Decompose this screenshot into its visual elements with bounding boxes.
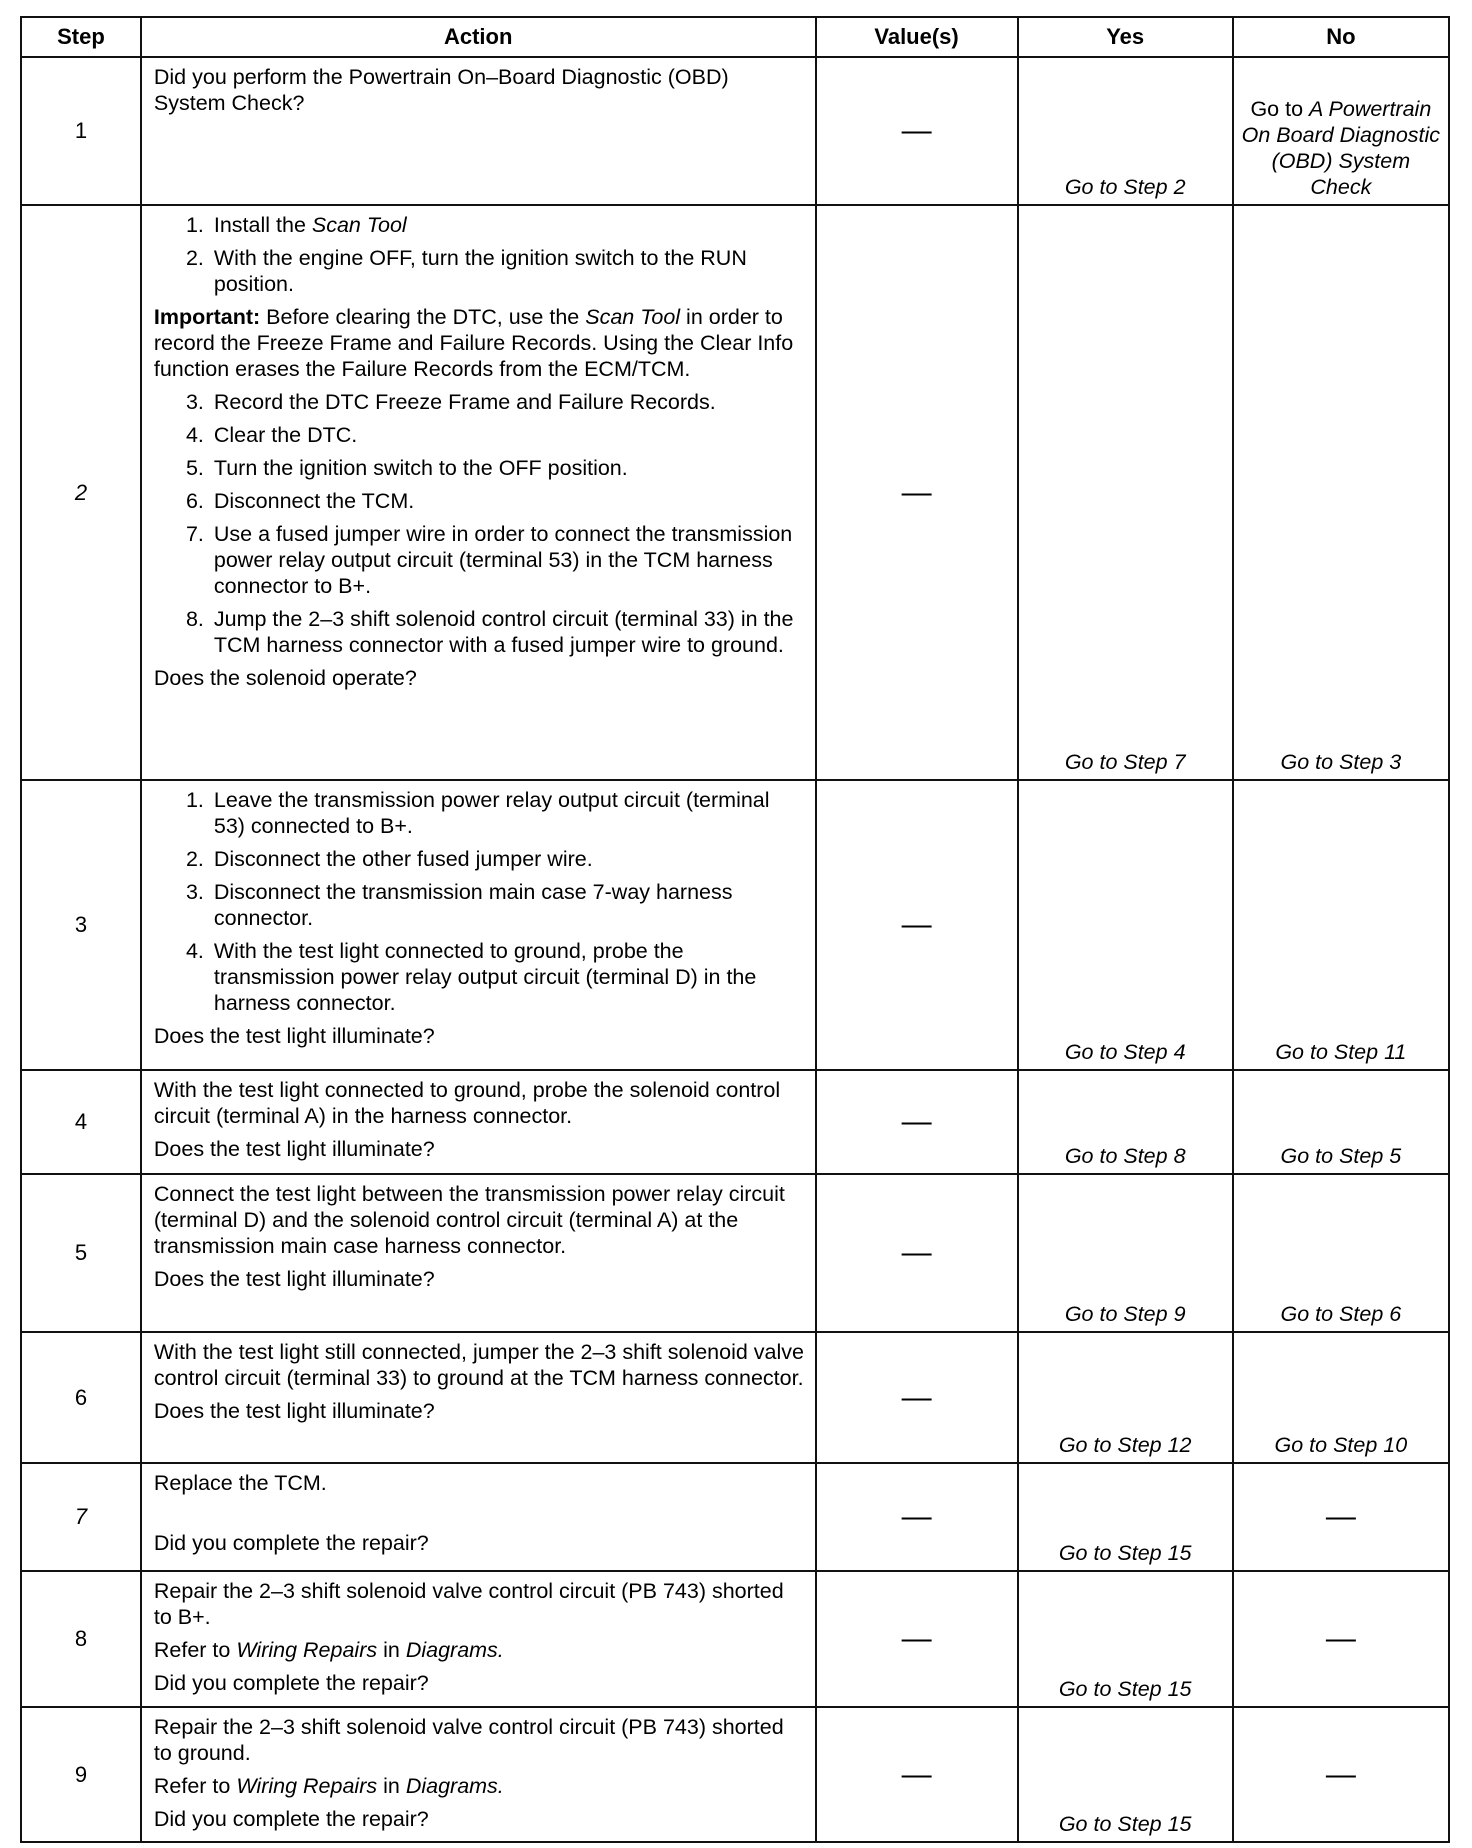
no-cell: — bbox=[1233, 1571, 1449, 1707]
list-item bbox=[210, 212, 805, 238]
action-cell bbox=[141, 1571, 816, 1707]
no-cell: Go to Step 3 bbox=[1233, 205, 1449, 780]
important-text: Before clearing the DTC, use the bbox=[260, 305, 586, 329]
important-note bbox=[154, 304, 805, 382]
table-row bbox=[21, 1332, 1449, 1463]
wiring-repairs-link[interactable]: Wiring Repairs bbox=[236, 1774, 378, 1798]
action-cell bbox=[141, 1174, 816, 1332]
value-cell: — bbox=[816, 1707, 1018, 1842]
diagrams-link[interactable]: Diagrams. bbox=[405, 1638, 504, 1662]
important-label: Important: bbox=[153, 305, 261, 329]
step-number: 7 bbox=[21, 1463, 141, 1571]
no-cell: — bbox=[1233, 1463, 1449, 1571]
table-row bbox=[21, 1174, 1449, 1332]
instruction-list bbox=[154, 212, 805, 297]
table-row bbox=[21, 57, 1449, 205]
step-number: 3 bbox=[21, 780, 141, 1070]
instruction-list bbox=[154, 787, 805, 1016]
list-item: 7. Use a fused jumper wire in order to connect the transmission power relay output circuit (terminal 53) in the TCM harness connector to B+. bbox=[210, 521, 805, 599]
question-text: Does the test light illuminate? bbox=[153, 1024, 435, 1048]
step-number: 5 bbox=[21, 1174, 141, 1332]
no-cell: Go to Step 6 bbox=[1233, 1174, 1449, 1332]
action-cell bbox=[141, 57, 816, 205]
value-cell: — bbox=[816, 1571, 1018, 1707]
no-link[interactable]: A Powertrain On Board Diagnostic (OBD) System Check bbox=[1241, 97, 1441, 199]
list-item: 4. With the test light connected to ground, probe the transmission power relay output circuit (terminal D) in the harness connector. bbox=[210, 938, 805, 1016]
yes-cell: Go to Step 8 bbox=[1018, 1070, 1233, 1174]
value-cell: — bbox=[816, 1070, 1018, 1174]
header-row bbox=[21, 17, 1449, 57]
instruction-list bbox=[154, 389, 805, 658]
action-text: Replace the TCM. bbox=[153, 1471, 327, 1495]
value-cell: — bbox=[816, 780, 1018, 1070]
list-item: 1. Leave the transmission power relay output circuit (terminal 53) connected to B+. bbox=[210, 787, 805, 839]
refer-text: Refer to Wiring Repairs in Diagrams. bbox=[153, 1638, 504, 1662]
value-cell: — bbox=[816, 1174, 1018, 1332]
header-values: Value(s) bbox=[816, 17, 1018, 57]
step-number: 6 bbox=[21, 1332, 141, 1463]
step-number: 2 bbox=[21, 205, 141, 780]
no-cell: — bbox=[1233, 1707, 1449, 1842]
table-row bbox=[21, 1707, 1449, 1842]
action-text: Connect the test light between the transmission power relay circuit (terminal D) and the solenoid control circuit (terminal A) at the transmission main case harness connector. bbox=[153, 1182, 785, 1258]
step-number: 1 bbox=[21, 57, 141, 205]
list-item: 5. Turn the ignition switch to the OFF position. bbox=[210, 455, 805, 481]
value-cell: — bbox=[816, 1332, 1018, 1463]
diagnostic-table bbox=[20, 16, 1450, 1843]
action-text: Did you perform the Powertrain On–Board Diagnostic (OBD) System Check? bbox=[153, 65, 729, 115]
diagrams-link[interactable]: Diagrams. bbox=[405, 1774, 504, 1798]
action-cell bbox=[141, 780, 816, 1070]
diagnostic-table-wrapper bbox=[20, 16, 1450, 1843]
refer-text: Refer to Wiring Repairs in Diagrams. bbox=[153, 1774, 504, 1798]
value-cell: — bbox=[816, 57, 1018, 205]
yes-cell: Go to Step 7 bbox=[1018, 205, 1233, 780]
question-text: Did you complete the repair? bbox=[153, 1671, 429, 1695]
table-row bbox=[21, 780, 1449, 1070]
question-text: Does the test light illuminate? bbox=[153, 1137, 435, 1161]
no-prefix: Go to bbox=[1250, 97, 1309, 121]
header-no: No bbox=[1233, 17, 1449, 57]
header-action: Action bbox=[141, 17, 816, 57]
action-text: With the test light still connected, jumper the 2–3 shift solenoid valve control circuit (terminal 33) to ground at the TCM harness connector. bbox=[153, 1340, 804, 1390]
table-row bbox=[21, 1571, 1449, 1707]
no-cell bbox=[1233, 57, 1449, 205]
yes-cell: Go to Step 4 bbox=[1018, 780, 1233, 1070]
list-item: 4. Clear the DTC. bbox=[210, 422, 805, 448]
important-text: in order to record the Freeze Frame and Failure Records. Using the Clear Info function erases the Failure Records from the ECM/TCM. bbox=[153, 305, 794, 381]
step-number: 4 bbox=[21, 1070, 141, 1174]
table-row bbox=[21, 205, 1449, 780]
yes-cell: Go to Step 9 bbox=[1018, 1174, 1233, 1332]
question-text: Does the test light illuminate? bbox=[153, 1267, 435, 1291]
action-cell bbox=[141, 1070, 816, 1174]
action-cell bbox=[141, 1332, 816, 1463]
action-text: With the test light connected to ground, probe the solenoid control circuit (terminal A) in the harness connector. bbox=[153, 1078, 781, 1128]
step-number: 9 bbox=[21, 1707, 141, 1842]
list-item: 3. Record the DTC Freeze Frame and Failure Records. bbox=[210, 389, 805, 415]
action-cell bbox=[141, 1707, 816, 1842]
yes-cell: Go to Step 15 bbox=[1018, 1707, 1233, 1842]
scan-tool-term: Scan Tool bbox=[311, 213, 407, 237]
no-cell: Go to Step 5 bbox=[1233, 1070, 1449, 1174]
header-yes: Yes bbox=[1018, 17, 1233, 57]
yes-cell: Go to Step 2 bbox=[1018, 57, 1233, 205]
question-text: Did you complete the repair? bbox=[153, 1807, 429, 1831]
yes-cell: Go to Step 15 bbox=[1018, 1571, 1233, 1707]
table-row bbox=[21, 1070, 1449, 1174]
table-row bbox=[21, 1463, 1449, 1571]
action-text: Repair the 2–3 shift solenoid valve control circuit (PB 743) shorted to B+. bbox=[153, 1579, 784, 1629]
scan-tool-term: Scan Tool bbox=[585, 305, 681, 329]
value-cell: — bbox=[816, 205, 1018, 780]
list-item: 2. Disconnect the other fused jumper wire. bbox=[210, 846, 805, 872]
wiring-repairs-link[interactable]: Wiring Repairs bbox=[236, 1638, 378, 1662]
yes-cell: Go to Step 15 bbox=[1018, 1463, 1233, 1571]
question-text: Does the test light illuminate? bbox=[153, 1399, 435, 1423]
header-step: Step bbox=[21, 17, 141, 57]
no-cell: Go to Step 10 bbox=[1233, 1332, 1449, 1463]
yes-cell: Go to Step 12 bbox=[1018, 1332, 1233, 1463]
step-number: 8 bbox=[21, 1571, 141, 1707]
question-text: Does the solenoid operate? bbox=[153, 666, 417, 690]
action-cell bbox=[141, 1463, 816, 1571]
action-text: Repair the 2–3 shift solenoid valve control circuit (PB 743) shorted to ground. bbox=[153, 1715, 784, 1765]
no-cell: Go to Step 11 bbox=[1233, 780, 1449, 1070]
list-item: 2. With the engine OFF, turn the ignition switch to the RUN position. bbox=[210, 245, 805, 297]
list-item: 3. Disconnect the transmission main case 7-way harness connector. bbox=[210, 879, 805, 931]
list-item: 8. Jump the 2–3 shift solenoid control circuit (terminal 33) in the TCM harness connector with a fused jumper wire to ground. bbox=[210, 606, 805, 658]
question-text: Did you complete the repair? bbox=[153, 1531, 429, 1555]
value-cell: — bbox=[816, 1463, 1018, 1571]
action-cell bbox=[141, 205, 816, 780]
item-text: Install the bbox=[213, 213, 312, 237]
list-item: 6. Disconnect the TCM. bbox=[210, 488, 805, 514]
